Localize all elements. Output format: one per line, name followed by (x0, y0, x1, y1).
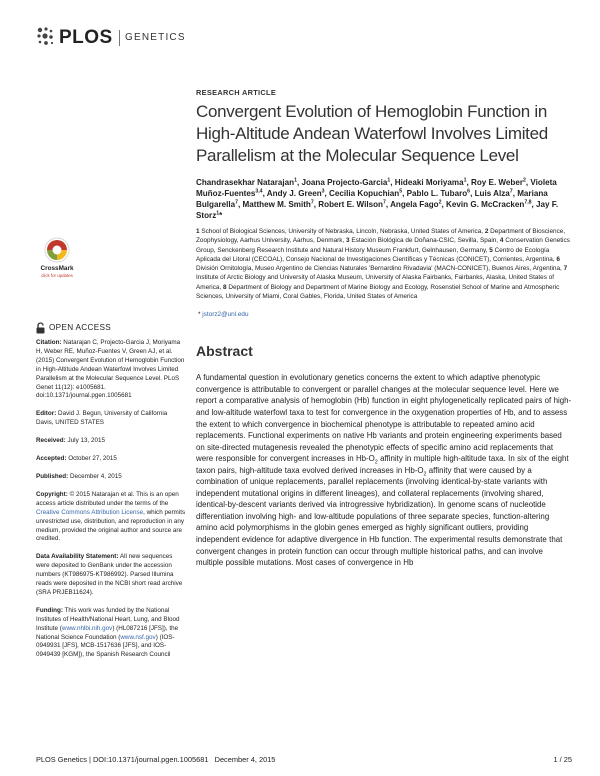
editor-block (36, 410, 186, 428)
published-label: Published: (36, 472, 69, 480)
open-lock-icon (36, 322, 45, 334)
crossmark-badge[interactable] (37, 237, 77, 287)
nhlbi-link[interactable]: www.nhlbi.nih.gov (61, 624, 113, 632)
affiliation-number: 6 (556, 255, 560, 263)
author-name: Violeta Muñoz-Fuentes (196, 178, 557, 198)
author-separator: * (219, 211, 223, 220)
o2-subscript: 2 (423, 471, 427, 478)
citation-label: Citation: (36, 339, 62, 346)
author-name: Matthew M. Smith (242, 200, 311, 209)
author-name: Cecilia Kopuchian (329, 189, 400, 198)
author-separator: , (531, 200, 537, 209)
author-affiliation-number: 3 (321, 188, 325, 195)
published-block (36, 473, 186, 482)
citation-block (36, 339, 186, 401)
author-separator: , (324, 189, 330, 198)
author-name: Luis Alza (474, 189, 510, 198)
author-separator: , (402, 189, 407, 198)
data-availability-block (36, 553, 186, 598)
accepted-label: Accepted: (36, 455, 67, 463)
accepted-date: October 27, 2015 (68, 455, 117, 463)
affiliation-number: 5 (489, 246, 493, 254)
author-affiliation-number: 2 (523, 177, 526, 184)
page-number: 1 / 25 (553, 755, 572, 764)
footer-citation (36, 755, 275, 764)
funding-block (36, 607, 186, 660)
author-name: Jay F. Storz (196, 200, 559, 220)
abstract-part-1: A fundamental question in evolutionary genetics concerns the extent to which adaptive phenotypic convergence is attributable to convergent or parallel changes at the molecular sequence level. Here we report a comparative analysis of hemoglobin (Hb) function in eight phylogenetically replicated pairs of high- and low-altitude waterfowl taxa to test for convergence in the oxygenation properties of Hb, and to assess the extent to which convergence in biochemical phenotype is attributable to repeated amino acid replacements. Functional experiments on native Hb variants and protein engineering experiments based on site-directed mutagenesis revealed the phenotypic effects of specific amino acid replacements that were responsible for convergent increases in Hb-O (196, 373, 572, 464)
author-separator: , (296, 178, 302, 187)
author-separator: , (512, 189, 518, 198)
received-date: July 13, 2015 (67, 437, 105, 445)
author-affiliation-number: 1 (216, 210, 220, 217)
affiliation-number: 2 (484, 228, 489, 235)
author-affiliation-number: 6 (467, 188, 471, 195)
affiliations (196, 227, 572, 301)
plos-dots-icon (36, 26, 56, 48)
author-affiliation-number: 3,4 (255, 188, 263, 195)
footer-date: December 4, 2015 (214, 755, 276, 764)
editor-text: David J. Begun, University of California Davis, UNITED STATES (36, 410, 168, 427)
author-separator: , (262, 189, 267, 198)
author-affiliation-number: 7 (382, 199, 386, 206)
data-availability-label: Data Availability Statement: (36, 553, 119, 561)
affiliation-text: Centro de Ecología Aplicada del Litoral (CECOAL), Consejo Nacional de Investigaciones Científicas y Técnicas (CONICET), Corrientes, Argentina, (196, 246, 555, 263)
author-affiliation-number: 5 (399, 188, 403, 195)
data-availability-text: All new sequences were deposited to GenBank under the accession numbers (KT986975-KT986992). Parsed Illumina reads were deposited in the NCBI short read archive (SRA PRJEB11624). (36, 553, 183, 596)
author-separator: , (238, 200, 243, 209)
abstract-heading: Abstract (196, 343, 253, 360)
affiliation-number: 3 (346, 237, 350, 245)
author-separator: , (525, 178, 531, 187)
author-name: Mariana Bulgarella (196, 189, 548, 209)
author-name: Chandrasekhar Natarajan (196, 178, 295, 187)
plos-genetics-logo (36, 26, 186, 52)
copyright-label: Copyright: (36, 490, 68, 498)
copyright-text: © 2015 Natarajan et al. This is an open access article distributed under the terms of the (36, 490, 179, 507)
open-access-label: OPEN ACCESS (49, 322, 111, 332)
author-name: Kevin G. McCracken (446, 200, 525, 209)
article-type: RESEARCH ARTICLE (196, 88, 277, 97)
funding-text-3: ) (IOS-0949931 [JFS], MCB-1517636 [JFS], and IOS-0949439 [KGM]), the Spanish Research Council (36, 633, 175, 659)
corresponding-email[interactable]: jstorz2@unl.edu (202, 311, 249, 319)
author-affiliation-number: 7,8 (524, 199, 532, 206)
editor-label: Editor: (36, 410, 57, 418)
abstract-part-3: affinity that were caused by a combination of unique replacements, parallel replacements (involving identical-by-state variants with independent mutational origins in different lineages), and collateral replacements (involving shared, identical-by-descent variants derived via introgressive hybridization). In genome scans of nucleotide differentiation involving high- and low-altitude populations of three separate species, function-altering amino acid polymorphisms in the globin genes emerged as highly significant outliers, providing independent evidence for adaptive divergence in Hb function. The experimental results demonstrate that convergent changes in protein function can occur through multiple historical paths, and can involve multiple possible mutations. Most cases of convergence in Hb (196, 465, 563, 568)
journal-name: GENETICS (125, 32, 186, 43)
author-separator: , (313, 200, 319, 209)
received-block (36, 437, 186, 446)
copyright-block (36, 491, 186, 544)
abstract-part-2: affinity in multiple high-altitude taxa. In six of the eight taxon pairs, high-altitude taxa evolved derived increases in Hb-O (196, 454, 569, 475)
open-access-badge (36, 322, 186, 334)
received-label: Received: (36, 437, 66, 445)
affiliation-text: División Ornitología, Museo Argentino de Ciencias Naturales 'Bernardino Rivadavia' (MACN-CONICET), Buenos Aires, Argentina, (196, 265, 562, 273)
article-main (196, 88, 572, 569)
author-separator: , (441, 200, 447, 209)
nsf-link[interactable]: www.nsf.gov (120, 633, 156, 641)
article-sidebar (36, 322, 186, 669)
affiliation-number: 7 (563, 265, 568, 273)
affiliation-text: Conservation Genetics Group, Senckenberg Research Institute and Natural History Museum Frankfurt, Gelnhausen, Germany, (196, 237, 570, 254)
author-name: Robert E. Wilson (318, 200, 383, 209)
abstract-text (196, 372, 572, 568)
author-name: Pablo L. Tubaro (406, 189, 468, 198)
author-affiliation-number: 1 (294, 177, 297, 184)
page-footer (36, 755, 572, 764)
author-separator: , (385, 200, 391, 209)
license-link[interactable]: Creative Commons Attribution License (36, 508, 144, 516)
affiliation-text: Estación Biológica de Doñana-CSIC, Sevilla, Spain, (351, 237, 499, 245)
author-separator: , (390, 178, 395, 187)
author-affiliation-number: 7 (235, 199, 239, 206)
affiliation-text: Department of Biology and Department of Marine Biology and Ecology, Rosenstiel School of Marine and Atmospheric Sciences, University of Miami, Coral Gables, Florida, United States of America (196, 283, 560, 301)
accepted-block (36, 455, 186, 464)
o2-subscript: 2 (374, 459, 378, 466)
author-separator: , (470, 189, 475, 198)
affiliation-text: Department of Bioscience, Zoophysiology, Aarhus University, Aarhus, Denmark, (196, 228, 566, 245)
affiliation-text: Institute of Arctic Biology and University of Alaska Museum, University of Alaska Fairbanks, Fairbanks, Alaska, United States of America, (196, 274, 555, 291)
published-date: December 4, 2015 (69, 472, 122, 480)
citation-text: Natarajan C, Projecto-Garcia J, Moriyama H, Weber RE, Muñoz-Fuentes V, Green AJ, et al. (2015) Convergent Evolution of Hemoglobin Function in High-Altitude Andean Waterfowl Involves Limited Parallelism at the Molecular Sequence Level. PLoS Genet 11(12): e1005681. doi:10.1371/journal.pgen.1005681 (36, 339, 185, 400)
author-name: Hideaki Moriyama (394, 178, 464, 187)
author-list (196, 177, 572, 221)
author-separator: , (466, 178, 471, 187)
crossmark-icon (44, 237, 70, 265)
affiliation-number: 4 (499, 237, 504, 245)
funding-text: This work was funded by the National Institutes of Health/National Heart, Lung, and Blood Institute ( (36, 606, 180, 632)
author-affiliation-number: 7 (509, 188, 513, 195)
author-affiliation-number: 7 (310, 199, 314, 206)
author-name: Roy E. Weber (471, 178, 524, 187)
funding-label: Funding: (36, 606, 63, 614)
affiliation-number: 8 (223, 283, 227, 291)
logo-divider (119, 30, 120, 46)
article-title: Convergent Evolution of Hemoglobin Function in High-Altitude Andean Waterfowl Involves Limited Parallelism at the Molecular Sequence Level (196, 102, 548, 165)
author-affiliation-number: 1 (387, 177, 391, 184)
author-affiliation-number: 2 (438, 199, 442, 206)
footer-doi: PLOS Genetics | DOI:10.1371/journal.pgen.1005681 (36, 755, 209, 764)
funding-text-2: ) (HL087216 [JFS]), the National Science Foundation ( (36, 624, 179, 641)
affiliation-text: School of Biological Sciences, University of Nebraska, Lincoln, Nebraska, United States of America, (201, 228, 484, 235)
crossmark-label: CrossMark (40, 265, 74, 272)
author-name: Angela Fago (390, 200, 439, 209)
author-name: Andy J. Green (266, 189, 322, 198)
corresponding-marker: * (198, 311, 203, 319)
copyright-text-end: , which permits unrestricted use, distribution, and reproduction in any medium, provided the original author and source are credited. (36, 508, 186, 543)
author-affiliation-number: 1 (463, 177, 467, 184)
affiliation-number: 1 (196, 228, 200, 235)
author-name: Joana Projecto-Garcia (301, 178, 388, 187)
brand-name: PLOS (59, 27, 113, 48)
crossmark-sub: click for updates (41, 273, 73, 278)
corresponding-author (196, 311, 572, 318)
